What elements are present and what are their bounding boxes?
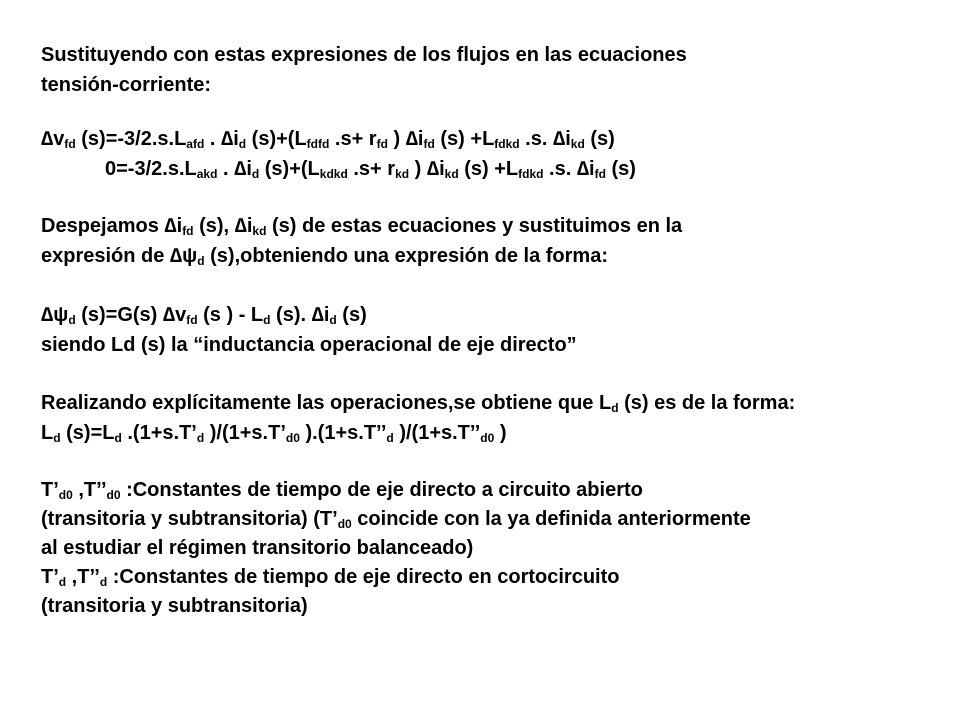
text-run: ,T’’ (66, 566, 100, 588)
subscript: fd (376, 137, 388, 151)
text-run: .s. ∆i (519, 128, 571, 150)
text-run: (s)+(L (246, 128, 307, 150)
intro-line-2: tensión-corriente: (41, 74, 212, 96)
subscript: fd (186, 313, 198, 327)
text-run: (s)=-3/2.s.L (75, 128, 187, 150)
constantes-circuito-abierto (41, 477, 643, 503)
text-run: (s) (584, 128, 615, 150)
subscript: afd (186, 137, 205, 151)
subscript: d (68, 313, 76, 327)
text-run: (s) +L (434, 128, 495, 150)
text-run: ) ∆i (409, 158, 445, 180)
subscript: fd (423, 137, 435, 151)
text-run: (s ) - L (197, 304, 264, 326)
subscript: fd (594, 167, 606, 181)
text-run: (s) +L (458, 158, 519, 180)
despejamos-line-1 (41, 213, 682, 239)
subscript: d0 (337, 517, 352, 531)
subscript: d (114, 431, 122, 445)
subscript: kd (444, 167, 459, 181)
subscript: d (263, 313, 271, 327)
subscript: fdkd (518, 167, 544, 181)
subscript: d (611, 401, 619, 415)
despejamos-line-2 (41, 243, 608, 269)
subscript: d (196, 431, 205, 445)
text-run: ) ∆i (387, 128, 424, 150)
subscript: d (53, 431, 61, 445)
subscript: fdfd (306, 137, 330, 151)
text-run: .(1+s.T’ (121, 422, 197, 444)
subscript: kd (252, 224, 267, 238)
text-run: expresión de ∆ψ (41, 245, 198, 267)
subscript: d (238, 137, 247, 151)
regimen-line: al estudiar el régimen transitorio balanceado) (41, 537, 474, 559)
text-run: )/(1+s.T’ (204, 422, 286, 444)
constantes-cortocircuito (41, 564, 620, 590)
text-run: (s) (605, 158, 636, 180)
equation-psi-d (41, 302, 367, 328)
text-run: (s). ∆i (270, 304, 330, 326)
subscript: d (58, 575, 67, 589)
subscript: kd (570, 137, 585, 151)
subscript: d0 (58, 488, 73, 502)
text-run: . ∆i (217, 158, 252, 180)
text-run: :Constantes de tiempo de eje directo a circuito abierto (120, 479, 643, 501)
realizando-line-1 (41, 390, 795, 416)
subscript: kd (395, 167, 410, 181)
subscript: d (329, 313, 337, 327)
text-run: ).(1+s.T’’ (299, 422, 387, 444)
siendo-line: siendo Ld (s) la “inductancia operacional de eje directo” (41, 334, 577, 356)
realizando-line-2 (41, 420, 507, 446)
text-run: (s), ∆i (193, 215, 253, 237)
text-run: . ∆i (204, 128, 239, 150)
text-run: ,T’’ (72, 479, 107, 501)
subscript: d0 (106, 488, 121, 502)
text-run: ∆ψ (41, 304, 69, 326)
text-run: (s) (336, 304, 367, 326)
subscript: d0 (480, 431, 495, 445)
subscript: fdkd (494, 137, 520, 151)
text-run: (s) de estas ecuaciones y sustituimos en la (266, 215, 683, 237)
equation-zero (105, 156, 636, 182)
subscript: d (197, 254, 205, 268)
text-run: T’ (41, 566, 59, 588)
subscript: d (386, 431, 394, 445)
text-run: ) (494, 422, 507, 444)
text-run: coincide con la ya definida anteriormente (351, 508, 751, 530)
transitoria-line-2: (transitoria y subtransitoria) (41, 595, 308, 617)
text-run: :Constantes de tiempo de eje directo en cortocircuito (107, 566, 620, 588)
text-run: (s),obteniendo una expresión de la forma: (204, 245, 608, 267)
text-run: Realizando explícitamente las operaciones,se obtiene que L (41, 392, 612, 414)
subscript: d (99, 575, 108, 589)
text-run: .s+ r (329, 128, 377, 150)
text-run: ∆v (41, 128, 65, 150)
subscript: akd (196, 167, 218, 181)
text-run: (s)=G(s) ∆v (75, 304, 187, 326)
subscript: d0 (285, 431, 300, 445)
text-run: 0=-3/2.s.L (105, 158, 197, 180)
text-run: .s. ∆i (543, 158, 595, 180)
text-run: (s)=L (60, 422, 115, 444)
text-run: )/(1+s.T’’ (393, 422, 481, 444)
text-run: (s) es de la forma: (618, 392, 796, 414)
transitoria-line (41, 506, 751, 532)
subscript: fd (64, 137, 76, 151)
text-run: (s)+(L (259, 158, 320, 180)
subscript: kdkd (319, 167, 348, 181)
text-run: T’ (41, 479, 59, 501)
subscript: d (251, 167, 260, 181)
equation-vfd (41, 126, 615, 152)
intro-line-1: Sustituyendo con estas expresiones de los flujos en las ecuaciones (41, 44, 687, 66)
text-run: (transitoria y subtransitoria) (T’ (41, 508, 338, 530)
text-run: L (41, 422, 54, 444)
text-run: .s+ r (347, 158, 396, 180)
text-run: Despejamos ∆i (41, 215, 183, 237)
subscript: fd (182, 224, 194, 238)
